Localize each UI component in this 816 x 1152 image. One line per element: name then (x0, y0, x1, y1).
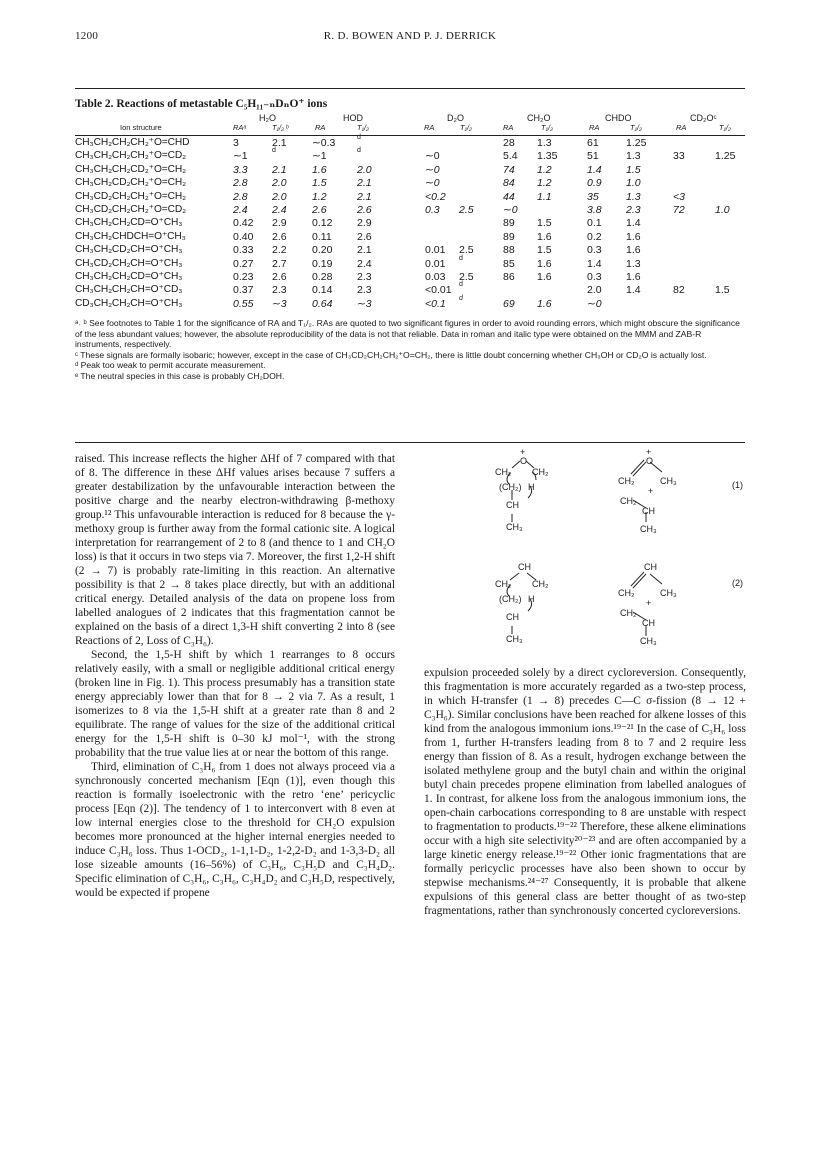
ch2-label: CH₂ (495, 579, 512, 589)
t-half-header: T₁/₂ (541, 123, 553, 132)
ch2-label: CH₂ (618, 588, 635, 598)
body-column-left (75, 452, 395, 900)
table-cell: 0.55 (233, 297, 254, 310)
paragraph: Second, the 1,5-H shift by which 1 rearranges to 8 occurs relatively easily, with a small or negligible additional critical energy (broken line in Fig. 1). This process presumably has a transition state energy appreciably lower than that for 8 → 2 via 7. As a result, 1 isomerizes to 8 via the 1,5-H shift at a greater rate than 8 and 2 equilibrate. The range of values for the size of the additional critical energy for the 1,5-H shift is 0–30 kJ mol⁻¹, with the strong probability that the true value lies at or near the bottom of this range. (75, 649, 395, 759)
table-cell: 0.27 (233, 257, 254, 270)
table-cell: 1.3 (626, 190, 641, 203)
ch-label: CH (642, 506, 655, 516)
table-cell: 3.3 (233, 163, 248, 176)
plus-sign: + (520, 448, 526, 457)
group-header-ch2o: CH₂O (527, 113, 551, 123)
table-cell: 1.0 (715, 204, 730, 216)
ch2-label: (CH₂) (499, 482, 522, 492)
table-cell: 2.5 (459, 204, 474, 216)
table-cell: ∼0 (425, 177, 440, 190)
table-cell: ∼1 (233, 150, 248, 163)
table-cell: d (459, 281, 463, 289)
table-cell: 1.6 (312, 163, 327, 176)
table-cell: 88 (503, 244, 515, 257)
table-cell: 2.3 (626, 204, 641, 216)
table-cell: 2.9 (357, 217, 372, 230)
table-cell: <0.01 (425, 284, 452, 297)
table-cell: 0.64 (312, 297, 333, 310)
table-cell: 69 (503, 297, 515, 310)
table-cell: 0.1 (587, 217, 602, 230)
table-cell: 2.6 (357, 230, 372, 243)
table-cell: 1.3 (626, 150, 641, 163)
table-cell: 0.19 (312, 257, 333, 270)
o-atom: O (646, 456, 654, 466)
table-cell: 82 (673, 284, 685, 297)
table-cell: ∼0 (425, 163, 440, 176)
table-cell: 1.6 (537, 271, 552, 283)
ra-header: RAᵃ (233, 123, 247, 132)
ion-structure-cell: CD₃CH₂CH₂CH=O⁺CH₃ (75, 297, 183, 309)
paragraph: expulsion proceeded solely by a direct cycloreversion. Consequently, this fragmentation is more accurately regarded as a two-step process, in which H-transfer (1 → 8) precedes C—C σ-fission (8 → 12 + C₃H₆). Similar conclusions have been reached for alkene losses of this kind from the analogous immonium ions.¹⁹⁻²¹ In the case of C₃H₆ loss from 1, further H-transfers leading from 8 to 7 and 2 require less energy than fission of 8. As a result, hydrogen exchange between the isolated methylene group and the butyl chain and within the original butyl chain precedes propene elimination from labelled analogues of 1. In contrast, for alkene loss from the analogous immonium ions, the open-chain carbocations corresponding to 8 are unstable with respect to fragmentation to products.¹⁹⁻²² Therefore, these alkene eliminations occur with a high site selectivity²⁰⁻²³ and are often accompanied by a large kinetic energy release.¹⁹⁻²² Other ionic fragmentations that are formally pericyclic processes have also been shown to occur by stepwise mechanisms.²⁴⁻²⁷ Consequently, it is probable that alkene expulsions of this general class are better thought of as two-step fragmentations, rather than synchronously concerted cycloreversions. (424, 667, 746, 917)
group-header-d2o: D₂O (447, 113, 464, 123)
table-cell: 1.3 (626, 257, 641, 270)
ion-structure-cell: CH₃CD₂CH₂CH₂⁺O=CH₂ (75, 190, 186, 202)
ion-structure-header: Ion structure (120, 123, 162, 132)
t-half-header: T₁/₂ (460, 123, 472, 132)
ion-structure-cell: CH₃CH₂CH₂CD₂⁺O=CH₂ (75, 163, 186, 175)
table-cell: 89 (503, 217, 515, 230)
table-cell: 1.4 (587, 163, 602, 176)
table-cell: 84 (503, 177, 515, 190)
table-cell: 1.5 (537, 217, 552, 230)
reaction-scheme-drawing (470, 448, 750, 658)
table-cell: 2.6 (272, 230, 287, 243)
table-cell: 85 (503, 257, 515, 270)
table-cell: 1.4 (587, 257, 602, 270)
ch2-label: CH₂ (618, 476, 635, 486)
table-cell: 2.9 (272, 217, 287, 230)
table-cell: 1.6 (626, 230, 641, 243)
table-cell: ∼0.3 (312, 137, 336, 149)
ch-label: CH (506, 500, 519, 510)
table-cell: 2.6 (272, 271, 287, 283)
ion-structure-cell: CH₃CH₂CH₂CH₂⁺O=CHD (75, 137, 190, 148)
table-cell: 44 (503, 190, 515, 203)
ra-header: RA (503, 123, 514, 132)
group-header-chdo: CHDO (605, 113, 632, 123)
t-half-header: T₁/₂ ᵇ (272, 123, 289, 132)
group-header-cd2o: CD₂Oᶜ (690, 113, 717, 123)
table-cell: 1.4 (626, 217, 641, 230)
table-cell: 2.2 (272, 244, 287, 257)
h-atom: H (528, 482, 535, 492)
table-cell: 2.0 (357, 163, 372, 176)
table-cell: <3 (673, 190, 685, 203)
table-cell: 0.3 (587, 271, 602, 283)
footnote-e: ᵉ The neutral species in this case is probably CH₂DOH. (75, 370, 285, 381)
ra-header: RA (424, 123, 435, 132)
ra-header: RA (676, 123, 687, 132)
plus-sign: + (648, 486, 654, 496)
table-cell: 2.3 (272, 284, 287, 297)
table-cell: 2.4 (272, 204, 287, 216)
table-cell: 2.7 (272, 257, 287, 270)
table-caption: Table 2. Reactions of metastable C₅H₁₁₋ₙDₙO⁺ ions (75, 98, 328, 110)
ch2-label: (CH₂) (499, 594, 522, 604)
ch-label: CH (642, 618, 655, 628)
ch3-label: CH₃ (506, 522, 523, 532)
table-cell: 1.25 (715, 150, 736, 163)
table-cell: 86 (503, 271, 515, 283)
ch3-label: CH₃ (660, 588, 677, 598)
table-cell: 1.5 (715, 284, 730, 297)
table-cell: 0.23 (233, 271, 254, 283)
table-footnotes (75, 318, 745, 382)
ra-header: RA (315, 123, 326, 132)
table-cell: <0.1 (425, 297, 446, 310)
table-cell: 0.11 (312, 230, 332, 243)
footnote-c: ᶜ These signals are formally isobaric; however, except in the case of CH₃CD₂CH₂CH₂⁺O=CH₂, there is little doubt concerning whether CH₃OH or CD₂O is actually lost. (75, 349, 707, 360)
paragraph: raised. This increase reflects the higher ΔHf of 7 compared with that of 8. The difference in these ΔHf values arises because 7 suffers a greater destabilization by the unfavourable interaction between the positive charge and the nearby electron-withdrawing β-methoxy group.¹² This unfavourable interaction is reduced for 8 because the γ-methoxy group is further away from the formal cationic site. A logical interpretation for rearrangement of 2 to 8 (and thence to 1 and CH₂O loss) is that it occurs in two steps via 7. Moreover, the first 1,2-H shift (2 → 7) is probably rate-limiting in this reaction. An alternative possibility is that 2 → 8 takes place directly, but with an additional critical energy. Detailed analysis of the data on propene loss from labelled analogues of 2 indicates that this fragmentation cannot be explained on the basis of a direct 1,3-H shift converting 2 into 8 (see Reactions of 2, Loss of C₃H₆). (75, 453, 395, 647)
ch2-label: CH₂ (495, 467, 512, 477)
group-header-h2o: H₂O (259, 113, 276, 123)
group-header-hod: HOD (343, 113, 363, 123)
table-cell: 72 (673, 204, 685, 216)
table-cell: 2.1 (357, 190, 372, 203)
table-cell: ∼0 (503, 204, 518, 216)
ion-structure-cell: CH₃CD₂CH₂CH=O⁺CH₃ (75, 257, 183, 269)
plus-sign: + (646, 598, 652, 608)
plus-sign: + (646, 448, 652, 457)
ch3-label: CH₃ (640, 524, 657, 534)
table-cell: 51 (587, 150, 599, 163)
reaction-scheme (470, 448, 750, 658)
table-cell: 0.01 (425, 257, 446, 270)
table-cell: 89 (503, 230, 515, 243)
running-head-authors: R. D. BOWEN AND P. J. DERRICK (323, 30, 497, 42)
ch2-label: CH₂ (620, 496, 637, 506)
table-top-rule (75, 88, 745, 89)
page-number: 1200 (75, 30, 99, 42)
table-cell: 3 (233, 137, 239, 149)
table-cell: 28 (503, 137, 515, 149)
ion-structure-cell: CH₃CH₂CH₂CH=O⁺CD₃ (75, 284, 183, 296)
ion-structure-cell: CH₃CH₂CD₂CH=O⁺CH₃ (75, 244, 183, 256)
table-cell: ∼1 (312, 150, 327, 163)
table-cell: 0.14 (312, 284, 333, 297)
table-cell: 2.5 (459, 271, 474, 283)
paragraph: Third, elimination of C₃H₆ from 1 does not always proceed via a synchronously concerted mechanism [Eqn (1)], even though this reaction is formally isoelectronic with the retro ‘ene’ pericyclic process [Eqn (2)]. The tendency of 1 to interconvert with 8 even at low internal energies close to the threshold for CH₂O expulsion becomes more pronounced at the higher internal energies needed to induce C₃H₆ loss. Thus 1-OCD₂, 1-1,1-D₂, 1-2,2-D₂ and 1-3,3-D₂ all lose sizeable amounts (16–56%) of C₃H₆, C₃H₅D and C₃H₄D₂. Specific elimination of C₃H₆, C₃H₆, C₃H₄D₂ and C₃H₅D, respectively, would be expected if propene (75, 761, 395, 899)
table-cell: d (357, 147, 361, 155)
table-bottom-rule (75, 442, 745, 443)
table-cell: 2.5 (459, 244, 474, 257)
ch3-label: CH₃ (506, 634, 523, 644)
equation-1-label: (1) (732, 480, 743, 490)
table-cell: 2.3 (357, 284, 372, 297)
table-cell: 2.1 (272, 137, 287, 149)
table-cell: 1.6 (626, 271, 641, 283)
table-cell: 1.2 (537, 163, 552, 176)
table-cell: 0.20 (312, 244, 333, 257)
ion-structure-cell: CH₃CH₂CH₂CD=O⁺CH₃ (75, 217, 183, 229)
ch3-label: CH₃ (640, 636, 657, 646)
ch2-label: CH₂ (620, 608, 637, 618)
o-atom: O (520, 456, 528, 466)
table-cell: 2.8 (233, 177, 248, 190)
table-cell: ∼0 (587, 297, 602, 310)
table-cell: 1.0 (626, 177, 641, 190)
ch-label: CH (506, 612, 519, 622)
table-cell: 2.4 (357, 257, 372, 270)
table-cell: 0.03 (425, 271, 446, 283)
table-cell: 2.6 (312, 204, 327, 216)
table-cell: d (357, 134, 361, 141)
table-cell: 2.0 (587, 284, 602, 297)
table-cell: 1.3 (537, 137, 552, 149)
table-cell: 0.2 (587, 230, 602, 243)
table-cell: 2.8 (233, 190, 248, 203)
running-head (75, 30, 745, 46)
table-cell: 0.3 (425, 204, 440, 216)
ch2-label: CH₂ (532, 467, 549, 477)
table-cell: 1.2 (537, 177, 552, 190)
table-cell: 1.6 (537, 257, 552, 270)
table-cell: 1.35 (537, 150, 558, 163)
table-cell: 1.4 (626, 284, 641, 297)
table-cell: 5.4 (503, 150, 518, 163)
h-atom: H (528, 594, 535, 604)
table-cell: 1.1 (537, 190, 552, 203)
table-cell: 0.37 (233, 284, 254, 297)
table-cell: 1.6 (537, 230, 552, 243)
table-cell: 0.3 (587, 244, 602, 257)
table-cell: 1.6 (537, 297, 552, 310)
t-half-header: T₁/₂ (357, 123, 369, 132)
table-cell: <0.2 (425, 190, 446, 203)
table-header-rule (75, 135, 745, 136)
ion-structure-cell: CH₃CH₂CHDCH=O⁺CH₃ (75, 230, 186, 242)
table-cell: 2.0 (272, 177, 287, 190)
table-cell: d (272, 147, 276, 155)
table-cell: 2.1 (357, 244, 372, 257)
table-cell: 74 (503, 163, 515, 176)
footnote-d: ᵈ Peak too weak to permit accurate measurement. (75, 360, 266, 371)
table-cell: 2.4 (233, 204, 248, 216)
equation-2-label: (2) (732, 578, 743, 588)
table-cell: 61 (587, 137, 599, 149)
table-cell: 0.01 (425, 244, 446, 257)
ch-label: CH (518, 562, 531, 572)
ch-label: CH (644, 562, 657, 572)
table-cell: 1.5 (626, 163, 641, 176)
table-cell: 1.5 (312, 177, 327, 190)
table-cell: 2.1 (272, 163, 287, 176)
table-cell: 0.40 (233, 230, 254, 243)
table-cell: 33 (673, 150, 685, 163)
table-cell: 1.6 (626, 244, 641, 257)
table-cell: ∼3 (272, 297, 287, 310)
table-cell: 0.9 (587, 177, 602, 190)
ion-structure-cell: CH₃CH₂CH₂CD=O⁺CH₃ (75, 271, 183, 282)
table-cell: 1.5 (537, 244, 552, 257)
ra-header: RA (589, 123, 600, 132)
table-cell: 0.12 (312, 217, 333, 230)
table-cell: 0.33 (233, 244, 254, 257)
table-cell: ∼3 (357, 297, 372, 310)
body-column-right (424, 666, 746, 918)
footnote-ab: ᵃ˒ ᵇ See footnotes to Table 1 for the significance of RA and T₁/₂. RAs are quoted to two significant figures in order to avoid rounding errors, which might obscure the significance of the less abundant values; however, the absolute reproducibility of the data is not that reliable. Data in roman and italic type were obtained on the MMM and ZAB-R instruments, respectively. (75, 318, 740, 350)
t-half-header: T₁/₂ (630, 123, 642, 132)
table-cell: 0.42 (233, 217, 254, 230)
ion-structure-cell: CH₃CH₂CH₂CH₂⁺O=CD₂ (75, 150, 186, 162)
t-half-header: T₁/₂ (719, 123, 731, 132)
table-cell: 2.3 (357, 271, 372, 283)
table-cell: 1.25 (626, 137, 647, 149)
ion-structure-cell: CH₃CH₂CD₂CH₂⁺O=CH₂ (75, 177, 186, 189)
ion-structure-cell: CH₃CD₂CH₂CH₂⁺O=CD₂ (75, 204, 186, 215)
ch3-label: CH₃ (660, 476, 677, 486)
table-cell: 1.2 (312, 190, 327, 203)
table-cell: 2.6 (357, 204, 372, 216)
table-cell: 2.1 (357, 177, 372, 190)
table-cell: d (459, 294, 463, 302)
table-cell: d (459, 254, 463, 262)
table-cell: 35 (587, 190, 599, 203)
ch2-label: CH₂ (532, 579, 549, 589)
table-cell: 3.8 (587, 204, 602, 216)
table-cell: ∼0 (425, 150, 440, 163)
table-cell: 0.28 (312, 271, 333, 283)
table-cell: 2.0 (272, 190, 287, 203)
